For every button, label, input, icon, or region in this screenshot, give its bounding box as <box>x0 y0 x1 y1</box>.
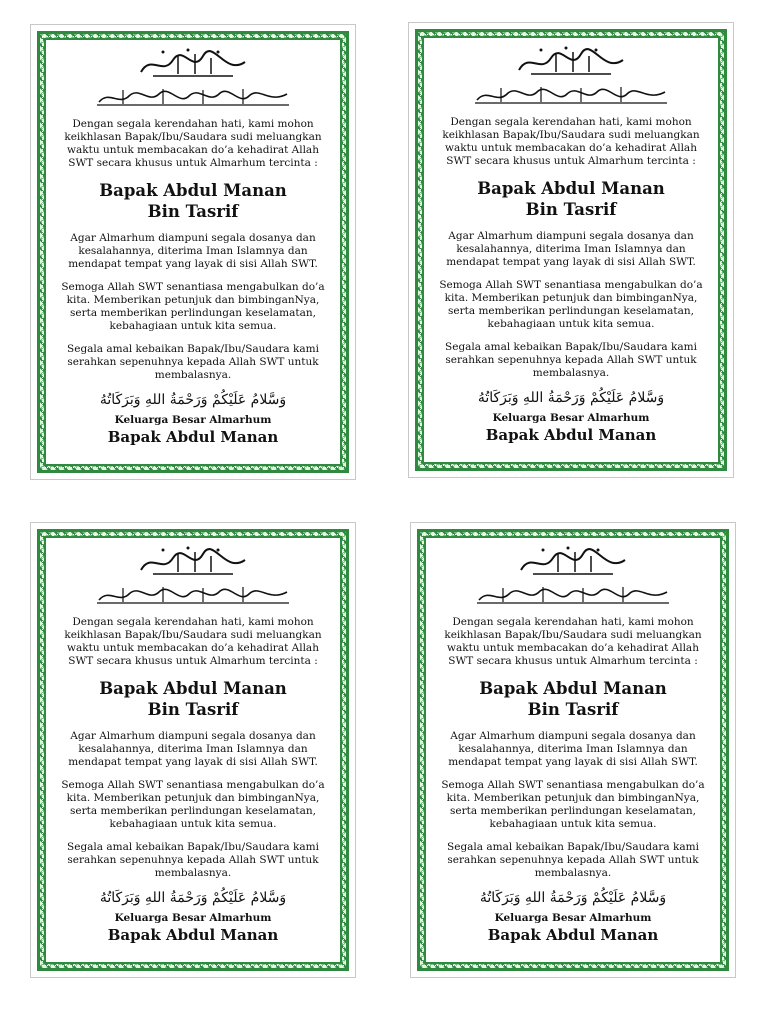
intro-text: Dengan segala kerendahan hati, kami mohon keikhlasan Bapak/Ibu/Saudara sudi meluangkan waktu untuk membacakan do’a kehadirat Allah SWT secara khusus untuk Almarhum tercinta : <box>64 616 322 667</box>
family-label: Keluarga Besar Almarhum <box>114 414 272 426</box>
closing-salam-arabic: وَسَّلامُ عَلَيْكُمْ وَرَحْمَةُ اللهِ وَبَرَكَاتُهُ <box>479 890 667 906</box>
closing-salam-arabic: وَسَّلامُ عَلَيْكُمْ وَرَحْمَةُ اللهِ وَبَرَكَاتُهُ <box>99 392 287 408</box>
sender-name: Bapak Abdul Manan <box>487 926 659 944</box>
salam-calligraphy-icon <box>471 84 671 106</box>
intro-text: Dengan segala kerendahan hati, kami mohon keikhlasan Bapak/Ibu/Saudara sudi meluangkan waktu untuk membacakan do’a kehadirat Allah SWT secara khusus untuk Almarhum tercinta : <box>444 616 702 667</box>
family-label: Keluarga Besar Almarhum <box>114 912 272 924</box>
deceased-name-line2: Bin Tasrif <box>525 200 617 219</box>
invitation-card <box>410 522 736 978</box>
prayer-paragraph-1: Agar Almarhum diampuni segala dosanya dan kesalahannya, diterima Iman Islamnya dan mendapat tempat yang layak di sisi Allah SWT. <box>448 730 698 768</box>
prayer-paragraph-2: Semoga Allah SWT senantiasa mengabulkan do’a kita. Memberikan petunjuk dan bimbinganNya, serta memberikan perlindungan keselamatan, kebahagiaan untuk kita semua. <box>61 281 325 332</box>
invitation-card <box>408 22 734 478</box>
prayer-paragraph-2: Semoga Allah SWT senantiasa mengabulkan do’a kita. Memberikan petunjuk dan bimbinganNya, serta memberikan perlindungan keselamatan, kebahagiaan untuk kita semua. <box>439 279 703 330</box>
deceased-name <box>426 678 720 720</box>
deceased-name <box>46 678 340 720</box>
invitation-card <box>30 522 356 978</box>
deceased-name <box>46 180 340 222</box>
intro-text: Dengan segala kerendahan hati, kami mohon keikhlasan Bapak/Ibu/Saudara sudi meluangkan waktu untuk membacakan do’a kehadirat Allah SWT secara khusus untuk Almarhum tercinta : <box>442 116 700 167</box>
bismillah-calligraphy-icon <box>511 44 631 80</box>
salam-calligraphy-icon <box>473 584 673 606</box>
bismillah-calligraphy-icon <box>133 544 253 580</box>
card-content <box>44 536 342 964</box>
family-label: Keluarga Besar Almarhum <box>492 412 650 424</box>
closing-salam-arabic: وَسَّلامُ عَلَيْكُمْ وَرَحْمَةُ اللهِ وَبَرَكَاتُهُ <box>477 390 665 406</box>
deceased-name-line1: Bapak Abdul Manan <box>99 679 287 698</box>
deceased-name-line1: Bapak Abdul Manan <box>479 679 667 698</box>
invitation-card <box>30 24 356 480</box>
prayer-paragraph-1: Agar Almarhum diampuni segala dosanya dan kesalahannya, diterima Iman Islamnya dan mendapat tempat yang layak di sisi Allah SWT. <box>446 230 696 268</box>
prayer-paragraph-1: Agar Almarhum diampuni segala dosanya dan kesalahannya, diterima Iman Islamnya dan mendapat tempat yang layak di sisi Allah SWT. <box>68 232 318 270</box>
deceased-name-line1: Bapak Abdul Manan <box>477 179 665 198</box>
intro-text: Dengan segala kerendahan hati, kami mohon keikhlasan Bapak/Ibu/Saudara sudi meluangkan waktu untuk membacakan do’a kehadirat Allah SWT secara khusus untuk Almarhum tercinta : <box>64 118 322 169</box>
bismillah-calligraphy-icon <box>133 46 253 82</box>
deceased-name-line1: Bapak Abdul Manan <box>99 181 287 200</box>
sender-name: Bapak Abdul Manan <box>107 428 279 446</box>
prayer-paragraph-3: Segala amal kebaikan Bapak/Ibu/Saudara kami serahkan sepenuhnya kepada Allah SWT untuk membalasnya. <box>67 343 319 381</box>
deceased-name-line2: Bin Tasrif <box>147 202 239 221</box>
family-label: Keluarga Besar Almarhum <box>494 912 652 924</box>
deceased-name <box>424 178 718 220</box>
sender-name: Bapak Abdul Manan <box>107 926 279 944</box>
card-content <box>422 36 720 464</box>
prayer-paragraph-3: Segala amal kebaikan Bapak/Ibu/Saudara kami serahkan sepenuhnya kepada Allah SWT untuk membalasnya. <box>447 841 699 879</box>
deceased-name-line2: Bin Tasrif <box>147 700 239 719</box>
salam-calligraphy-icon <box>93 86 293 108</box>
prayer-paragraph-2: Semoga Allah SWT senantiasa mengabulkan do’a kita. Memberikan petunjuk dan bimbinganNya, serta memberikan perlindungan keselamatan, kebahagiaan untuk kita semua. <box>441 779 705 830</box>
prayer-paragraph-2: Semoga Allah SWT senantiasa mengabulkan do’a kita. Memberikan petunjuk dan bimbinganNya, serta memberikan perlindungan keselamatan, kebahagiaan untuk kita semua. <box>61 779 325 830</box>
prayer-paragraph-1: Agar Almarhum diampuni segala dosanya dan kesalahannya, diterima Iman Islamnya dan mendapat tempat yang layak di sisi Allah SWT. <box>68 730 318 768</box>
prayer-paragraph-3: Segala amal kebaikan Bapak/Ibu/Saudara kami serahkan sepenuhnya kepada Allah SWT untuk membalasnya. <box>445 341 697 379</box>
closing-salam-arabic: وَسَّلامُ عَلَيْكُمْ وَرَحْمَةُ اللهِ وَبَرَكَاتُهُ <box>99 890 287 906</box>
prayer-paragraph-3: Segala amal kebaikan Bapak/Ibu/Saudara kami serahkan sepenuhnya kepada Allah SWT untuk membalasnya. <box>67 841 319 879</box>
deceased-name-line2: Bin Tasrif <box>527 700 619 719</box>
bismillah-calligraphy-icon <box>513 544 633 580</box>
card-content <box>424 536 722 964</box>
sender-name: Bapak Abdul Manan <box>485 426 657 444</box>
salam-calligraphy-icon <box>93 584 293 606</box>
card-content <box>44 38 342 466</box>
